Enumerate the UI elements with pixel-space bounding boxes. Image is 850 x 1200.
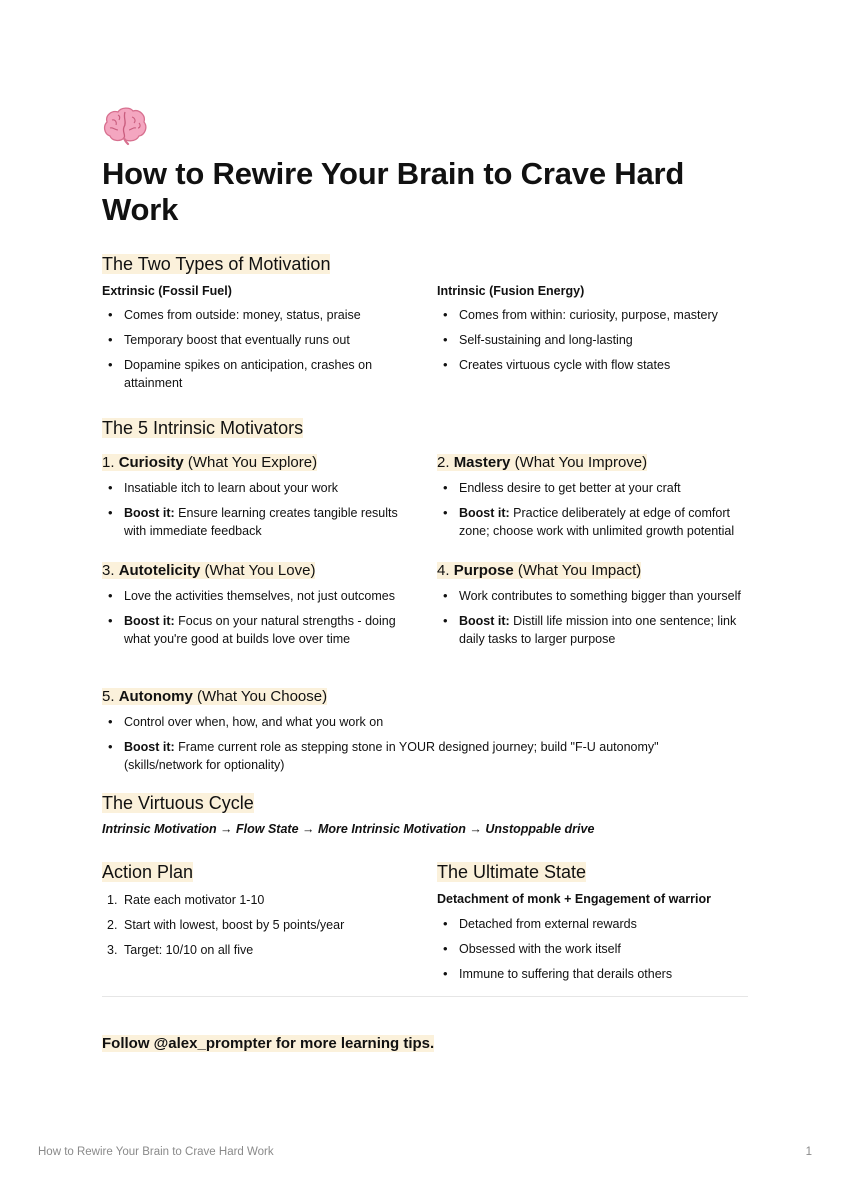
extrinsic-list	[102, 306, 412, 399]
list-item: • Detached from external rewards	[437, 915, 747, 933]
motivator-heading-autotelicity: 3. Autotelicity (What You Love)	[102, 562, 316, 579]
intrinsic-list	[437, 306, 747, 381]
list-item: • Endless desire to get better at your craft	[437, 479, 749, 497]
list-item: • Immune to suffering that derails others	[437, 965, 747, 983]
section-heading-motivators: The 5 Intrinsic Motivators	[102, 418, 304, 438]
list-item: • Love the activities themselves, not just outcomes	[102, 587, 412, 605]
motivator-heading-purpose: 4. Purpose (What You Impact)	[437, 562, 642, 579]
list-item: 3. Target: 10/10 on all five	[107, 943, 254, 957]
intrinsic-label: Intrinsic (Fusion Energy)	[437, 284, 585, 298]
list-item: • Insatiable itch to learn about your work	[102, 479, 412, 497]
list-item: 2. Start with lowest, boost by 5 points/year	[107, 918, 345, 932]
divider	[102, 996, 748, 997]
list-item: • Boost it: Ensure learning creates tangible results with immediate feedback	[102, 504, 412, 540]
list-item: • Control over when, how, and what you work on	[102, 713, 702, 731]
list-item: • Boost it: Distill life mission into one sentence; link daily tasks to larger purpose	[437, 612, 747, 648]
motivator-heading-autonomy: 5. Autonomy (What You Choose)	[102, 688, 328, 705]
list-item: • Comes from within: curiosity, purpose, mastery	[437, 306, 747, 324]
list-item: • Temporary boost that eventually runs out	[102, 331, 412, 349]
follow-callout: Follow @alex_prompter for more learning tips.	[102, 1035, 435, 1052]
list-item: • Boost it: Focus on your natural strengths - doing what you're good at builds love over time	[102, 612, 412, 648]
motivator-heading-curiosity: 1. Curiosity (What You Explore)	[102, 454, 318, 471]
motivator-heading-mastery: 2. Mastery (What You Improve)	[437, 454, 648, 471]
mastery-list	[437, 479, 749, 547]
action-plan-list	[102, 891, 412, 966]
list-item: • Obsessed with the work itself	[437, 940, 747, 958]
footer-title: How to Rewire Your Brain to Crave Hard Work	[38, 1146, 274, 1158]
page-title: How to Rewire Your Brain to Crave Hard Work	[102, 156, 685, 227]
autotelicity-list	[102, 587, 412, 655]
list-item: • Creates virtuous cycle with flow states	[437, 356, 747, 374]
section-heading-cycle: The Virtuous Cycle	[102, 793, 254, 813]
page-number: 1	[805, 1146, 812, 1158]
list-item: • Dopamine spikes on anticipation, crashes on attainment	[102, 356, 412, 392]
list-item: • Boost it: Practice deliberately at edge of comfort zone; choose work with unlimited growth potential	[437, 504, 749, 540]
list-item: 1. Rate each motivator 1-10	[107, 893, 265, 907]
brain-icon	[102, 106, 148, 146]
section-heading-action-plan: Action Plan	[102, 862, 194, 882]
ultimate-subtitle: Detachment of monk + Engagement of warrior	[437, 892, 712, 906]
list-item: • Comes from outside: money, status, praise	[102, 306, 412, 324]
list-item: • Boost it: Frame current role as stepping stone in YOUR designed journey; build "F-U autonomy" (skills/network for optionality)	[102, 738, 702, 774]
autonomy-list	[102, 713, 702, 781]
cycle-text: Intrinsic Motivation → Flow State → More Intrinsic Motivation → Unstoppable drive	[102, 822, 595, 836]
ultimate-list	[437, 915, 747, 990]
curiosity-list	[102, 479, 412, 547]
list-item: • Self-sustaining and long-lasting	[437, 331, 747, 349]
extrinsic-label: Extrinsic (Fossil Fuel)	[102, 284, 232, 298]
section-heading-ultimate: The Ultimate State	[437, 862, 587, 882]
purpose-list	[437, 587, 747, 655]
list-item: • Work contributes to something bigger than yourself	[437, 587, 747, 605]
section-heading-two-types: The Two Types of Motivation	[102, 254, 331, 274]
